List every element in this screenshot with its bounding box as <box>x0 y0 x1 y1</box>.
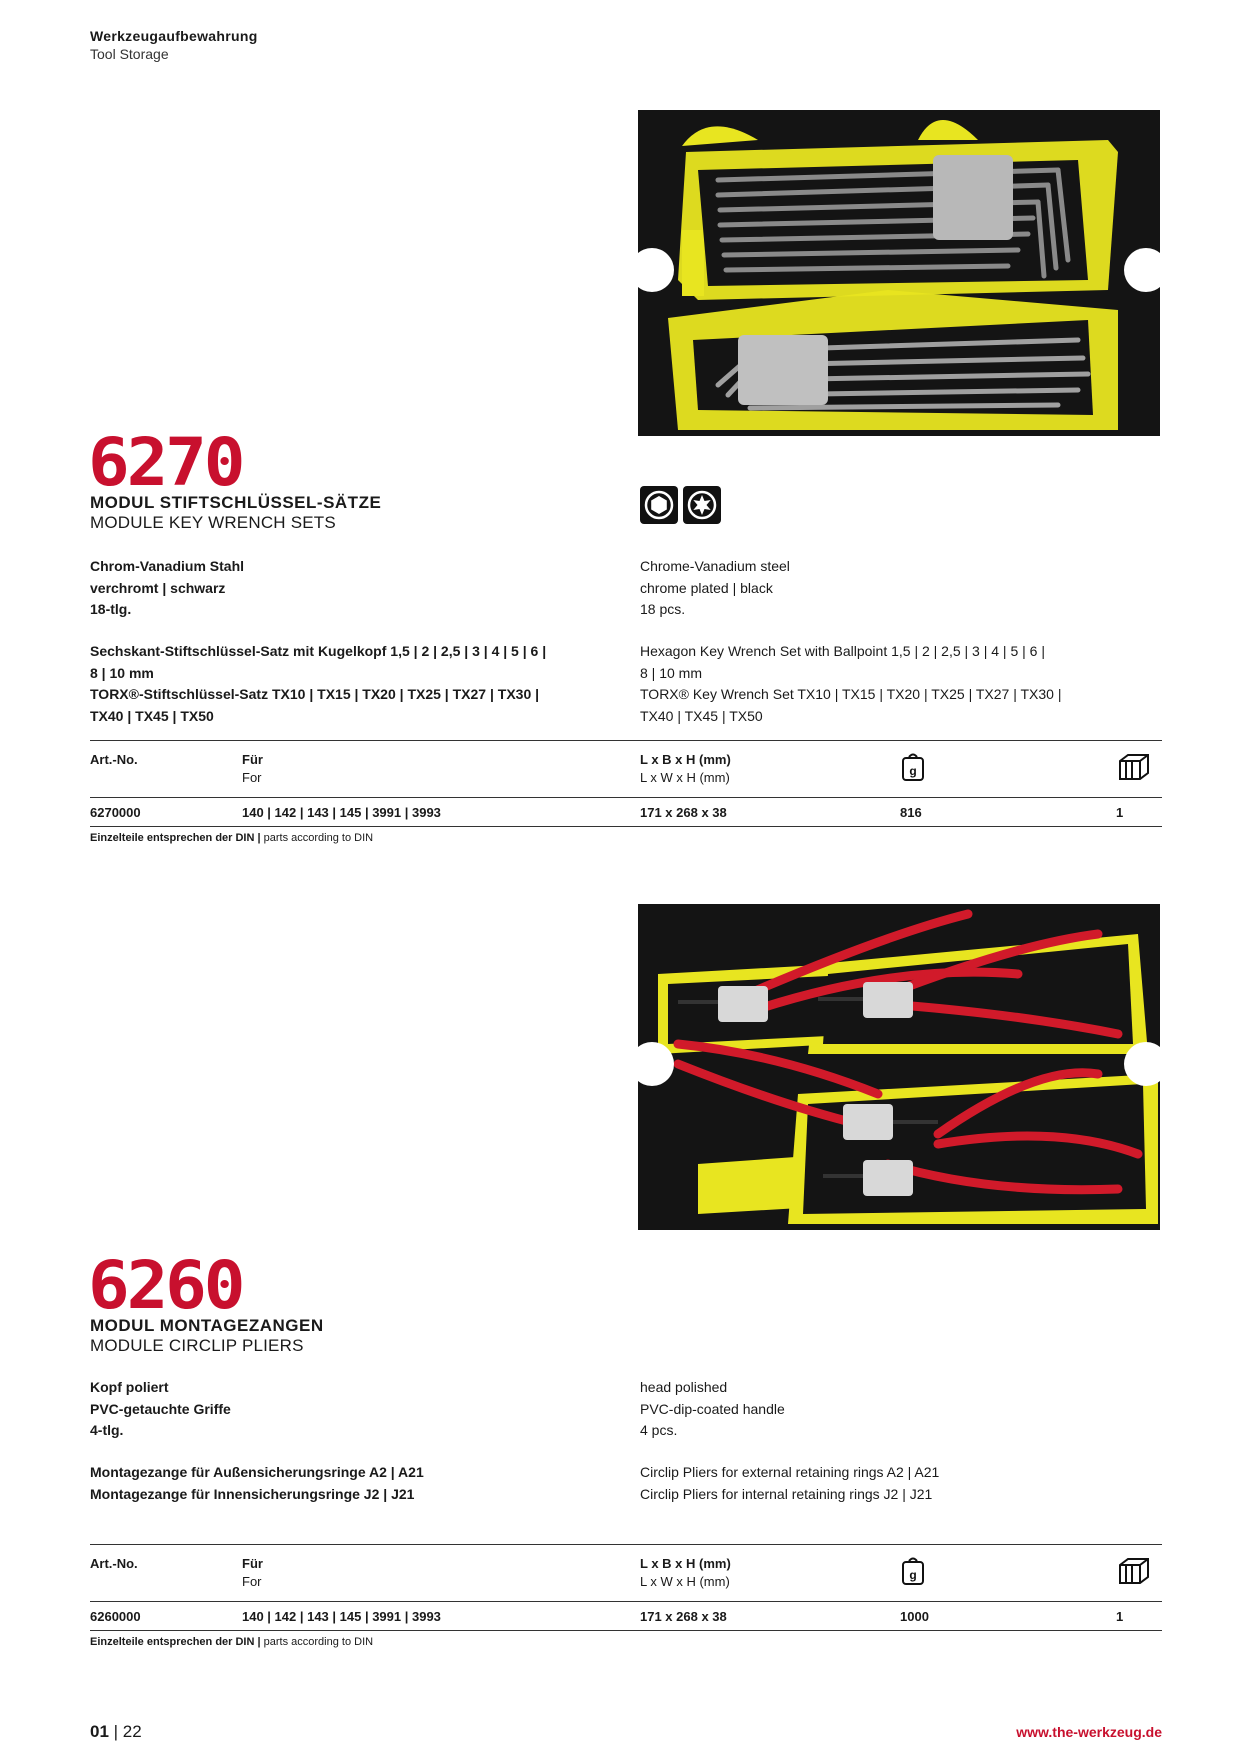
properties-de: Kopf poliert PVC-getauchte Griffe 4-tlg. <box>90 1379 231 1438</box>
dims-header: L x B x H (mm) L x W x H (mm) <box>640 1556 731 1589</box>
torx-icon <box>683 486 721 524</box>
product-title-en: MODULE CIRCLIP PLIERS <box>90 1336 304 1355</box>
description-de: Montagezange für Außensicherungsringe A2 | A21 Montagezange für Innensicherungsringe J2 | J21 <box>90 1464 424 1502</box>
circlip-pliers-photo <box>638 904 1160 1230</box>
properties-en: Chrome-Vanadium steel chrome plated | black 18 pcs. <box>640 558 790 617</box>
din-note: Einzelteile entsprechen der DIN | parts according to DIN <box>90 832 374 844</box>
product-number: 6270 <box>88 424 243 501</box>
art-no-cell: 6270000 <box>90 805 141 820</box>
for-cell: 140 | 142 | 143 | 145 | 3991 | 3993 <box>242 1609 441 1624</box>
product-title-de: MODUL STIFTSCHLÜSSEL-SÄTZE <box>90 493 382 512</box>
key-wrench-sets-photo <box>638 110 1160 436</box>
description-de: Sechskant-Stiftschlüssel-Satz mit Kugelkopf 1,5 | 2 | 2,5 | 3 | 4 | 5 | 6 | 8 | 10 mm TORX®-Stiftschlüssel-Satz TX10 | TX15 | TX20 | TX25 | TX27 | TX30 | TX40 | TX45 | TX50 <box>90 643 547 724</box>
description-en: Circlip Pliers for external retaining rings A2 | A21 Circlip Pliers for internal retaining rings J2 | J21 <box>640 1464 940 1502</box>
dims-cell: 171 x 268 x 38 <box>640 1609 727 1624</box>
spec-table <box>90 740 1162 827</box>
properties-de: Chrom-Vanadium Stahl verchromt | schwarz 18-tlg. <box>90 558 245 617</box>
table-row <box>90 1602 1162 1631</box>
art-no-cell: 6260000 <box>90 1609 141 1624</box>
weight-icon <box>900 1555 926 1592</box>
dims-header: L x B x H (mm) L x W x H (mm) <box>640 752 731 785</box>
for-header: Für For <box>242 752 263 785</box>
svg-text:g: g <box>909 764 917 778</box>
spec-table <box>90 1544 1162 1631</box>
package-icon <box>1116 751 1152 788</box>
table-header <box>90 741 1162 798</box>
website-link[interactable]: www.the-werkzeug.de <box>1016 1724 1162 1740</box>
art-no-header: Art.-No. <box>90 752 138 767</box>
table-header <box>90 1545 1162 1602</box>
description-en: Hexagon Key Wrench Set with Ballpoint 1,5 | 2 | 2,5 | 3 | 4 | 5 | 6 | 8 | 10 mm TORX® Key Wrench Set TX10 | TX15 | TX20 | TX25 | TX27 | TX30 | TX40 | TX45 | TX50 <box>640 643 1062 724</box>
product-number: 6260 <box>88 1247 243 1324</box>
weight-cell: 1000 <box>900 1609 929 1624</box>
category-title-en: Tool Storage <box>90 46 169 62</box>
table-row <box>90 798 1162 827</box>
feature-badges <box>640 486 721 524</box>
package-icon <box>1116 1555 1152 1592</box>
art-no-header: Art.-No. <box>90 1556 138 1571</box>
category-title-de: Werkzeugaufbewahrung <box>90 28 258 44</box>
dims-cell: 171 x 268 x 38 <box>640 805 727 820</box>
din-note: Einzelteile entsprechen der DIN | parts according to DIN <box>90 1636 374 1648</box>
qty-cell: 1 <box>1116 1609 1124 1624</box>
product-title-en: MODULE KEY WRENCH SETS <box>90 513 336 532</box>
hexagon-socket-icon <box>640 486 678 524</box>
svg-text:g: g <box>909 1568 917 1582</box>
page-number: 01 | 22 <box>90 1722 142 1741</box>
weight-icon <box>900 751 926 788</box>
weight-cell: 816 <box>900 805 922 820</box>
properties-en: head polished PVC-dip-coated handle 4 pcs. <box>640 1379 785 1438</box>
for-header: Für For <box>242 1556 263 1589</box>
product-title-de: MODUL MONTAGEZANGEN <box>90 1316 324 1335</box>
for-cell: 140 | 142 | 143 | 145 | 3991 | 3993 <box>242 805 441 820</box>
qty-cell: 1 <box>1116 805 1124 820</box>
